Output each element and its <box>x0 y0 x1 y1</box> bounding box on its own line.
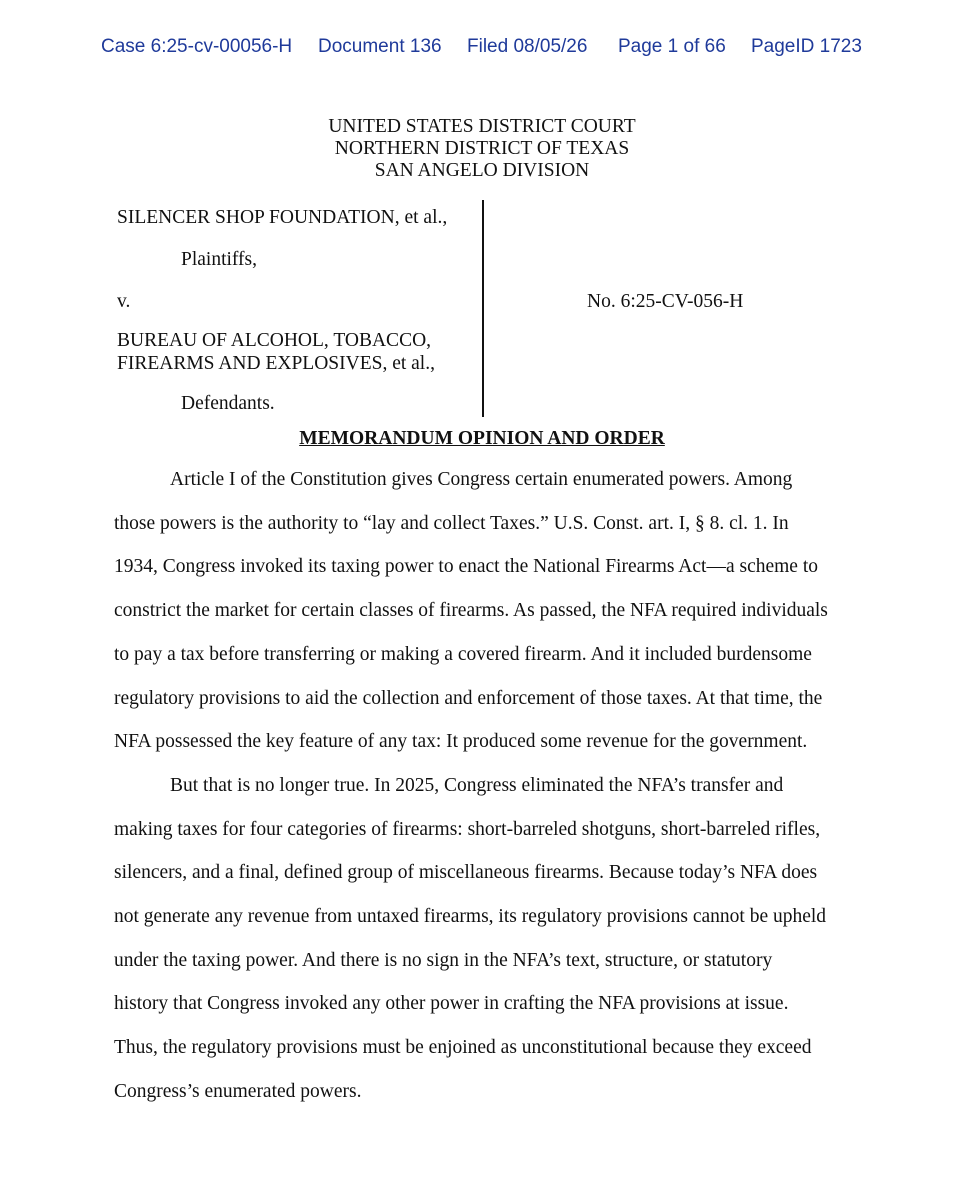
document-number-header: Document 136 <box>318 36 442 57</box>
document-title: MEMORANDUM OPINION AND ORDER <box>299 428 665 449</box>
paragraph-line: to pay a tax before transferring or making a covered firearm. And it included burdensome <box>114 643 812 665</box>
paragraph-line: regulatory provisions to aid the collection and enforcement of those taxes. At that time, the <box>114 687 823 709</box>
court-district: NORTHERN DISTRICT OF TEXAS <box>334 138 630 159</box>
paragraph-line: Article I of the Constitution gives Congress certain enumerated powers. Among <box>170 469 793 490</box>
page-count-header: Page 1 of 66 <box>618 36 726 57</box>
paragraph-line: silencers, and a final, defined group of miscellaneous firearms. Because today’s NFA does <box>114 862 818 884</box>
paragraph-line: under the taxing power. And there is no sign in the NFA’s text, structure, or statutory <box>114 949 773 971</box>
paragraph-line: history that Congress invoked any other power in crafting the NFA provisions at issue. <box>114 993 789 1015</box>
paragraph-line: NFA possessed the key feature of any tax: It produced some revenue for the government. <box>114 731 808 753</box>
filed-date-header: Filed 08/05/26 <box>467 36 588 57</box>
paragraph-line: Congress’s enumerated powers. <box>114 1080 362 1102</box>
paragraph-line: But that is no longer true. In 2025, Congress eliminated the NFA’s transfer and <box>170 774 784 796</box>
paragraph-1 <box>114 458 854 764</box>
paragraph-line: constrict the market for certain classes of firearms. As passed, the NFA required individuals <box>114 600 828 622</box>
plaintiff-role: Plaintiffs, <box>181 249 258 270</box>
page-id-header: PageID 1723 <box>751 36 862 57</box>
versus-label: v. <box>117 291 131 312</box>
paragraph-2 <box>114 764 854 1114</box>
case-number-header: Case 6:25-cv-00056-H <box>101 36 293 57</box>
caption-divider <box>482 200 484 417</box>
defendant-name-line2: FIREARMS AND EXPLOSIVES, et al., <box>117 353 435 374</box>
court-division: SAN ANGELO DIVISION <box>374 160 590 181</box>
opinion-body <box>114 458 854 1114</box>
court-name: UNITED STATES DISTRICT COURT <box>328 116 636 137</box>
plaintiff-name: SILENCER SHOP FOUNDATION, et al., <box>117 207 448 228</box>
paragraph-line: Thus, the regulatory provisions must be enjoined as unconstitutional because they exceed <box>114 1037 812 1059</box>
defendant-name-line1: BUREAU OF ALCOHOL, TOBACCO, <box>117 330 432 351</box>
defendant-role: Defendants. <box>181 393 275 414</box>
paragraph-line: those powers is the authority to “lay and collect Taxes.” U.S. Const. art. I, § 8. cl. 1. In <box>114 512 789 534</box>
case-number: No. 6:25-CV-056-H <box>587 291 744 312</box>
paragraph-line: 1934, Congress invoked its taxing power to enact the National Firearms Act—a scheme to <box>114 556 819 578</box>
paragraph-line: not generate any revenue from untaxed firearms, its regulatory provisions cannot be upheld <box>114 906 827 928</box>
paragraph-line: making taxes for four categories of firearms: short-barreled shotguns, short-barreled rifles, <box>114 818 821 840</box>
ecf-header <box>101 36 881 64</box>
court-caption <box>0 116 964 182</box>
